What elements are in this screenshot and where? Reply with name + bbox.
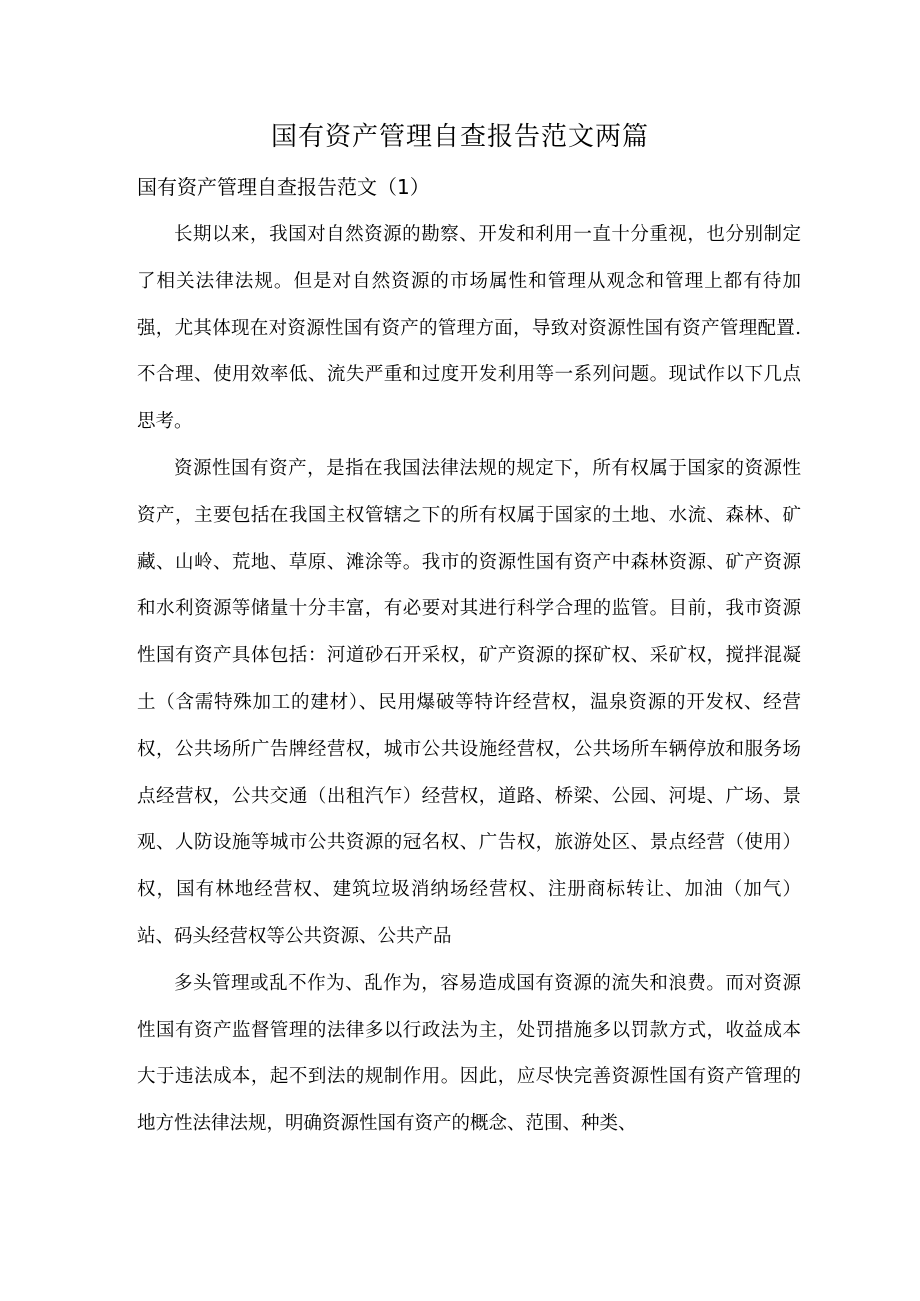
document-body: [137, 212, 801, 1148]
paragraph-1: 长期以来，我国对自然资源的勘察、开发和利用一直十分重视，也分别制定了相关法律法规。但是对自然资源的市场属性和管理从观念和管理上都有待加强，尤其体现在对资源性国有资产的管理方面，导致对资源性国有资产管理配置.不合理、使用效率低、流失严重和过度开发利用等一系列问题。现试作以下几点思考。: [137, 224, 801, 433]
document-title: 国有资产管理自查报告范文两篇: [270, 122, 649, 152]
paragraph-2: 资源性国有资产，是指在我国法律法规的规定下，所有权属于国家的资源性资产，主要包括在我国主权管辖之下的所有权属于国家的土地、水流、森林、矿藏、山岭、荒地、草原、滩涂等。我市的资源性国有资产中森林资源、矿产资源和水利资源等储量十分丰富，有必要对其进行科学合理的监管。目前，我市资源性国有资产具体包括：河道砂石开采权，矿产资源的探矿权、采矿权，搅拌混凝土（含需特殊加工的建材）、民用爆破等特许经营权，温泉资源的开发权、经营权，公共场所广告牌经营权，城市公共设施经营权，公共场所车辆停放和服务场点经营权，公共交通（出租汽乍）经营权，道路、桥梁、公园、河堤、广场、景观、人防设施等城市公共资源的冠名权、广告权，旅游处区、景点经营（使用）权，国有林地经营权、建筑垃圾消纳场经营权、注册商标转让、加油（加气）站、码头经营权等公共资源、公共产品: [137, 457, 801, 947]
paragraph-3: 多头管理或乱不作为、乱作为，容易造成国有资源的流失和浪费。而对资源性国有资产监督管理的法律多以行政法为主，处罚措施多以罚款方式，收益成本大于违法成本，起不到法的规制作用。因此，应尽快完善资源性国有资产管理的地方性法律法规，明确资源性国有资产的概念、范围、种类、: [137, 972, 801, 1135]
section-heading: 国有资产管理自查报告范文（1）: [137, 175, 430, 199]
